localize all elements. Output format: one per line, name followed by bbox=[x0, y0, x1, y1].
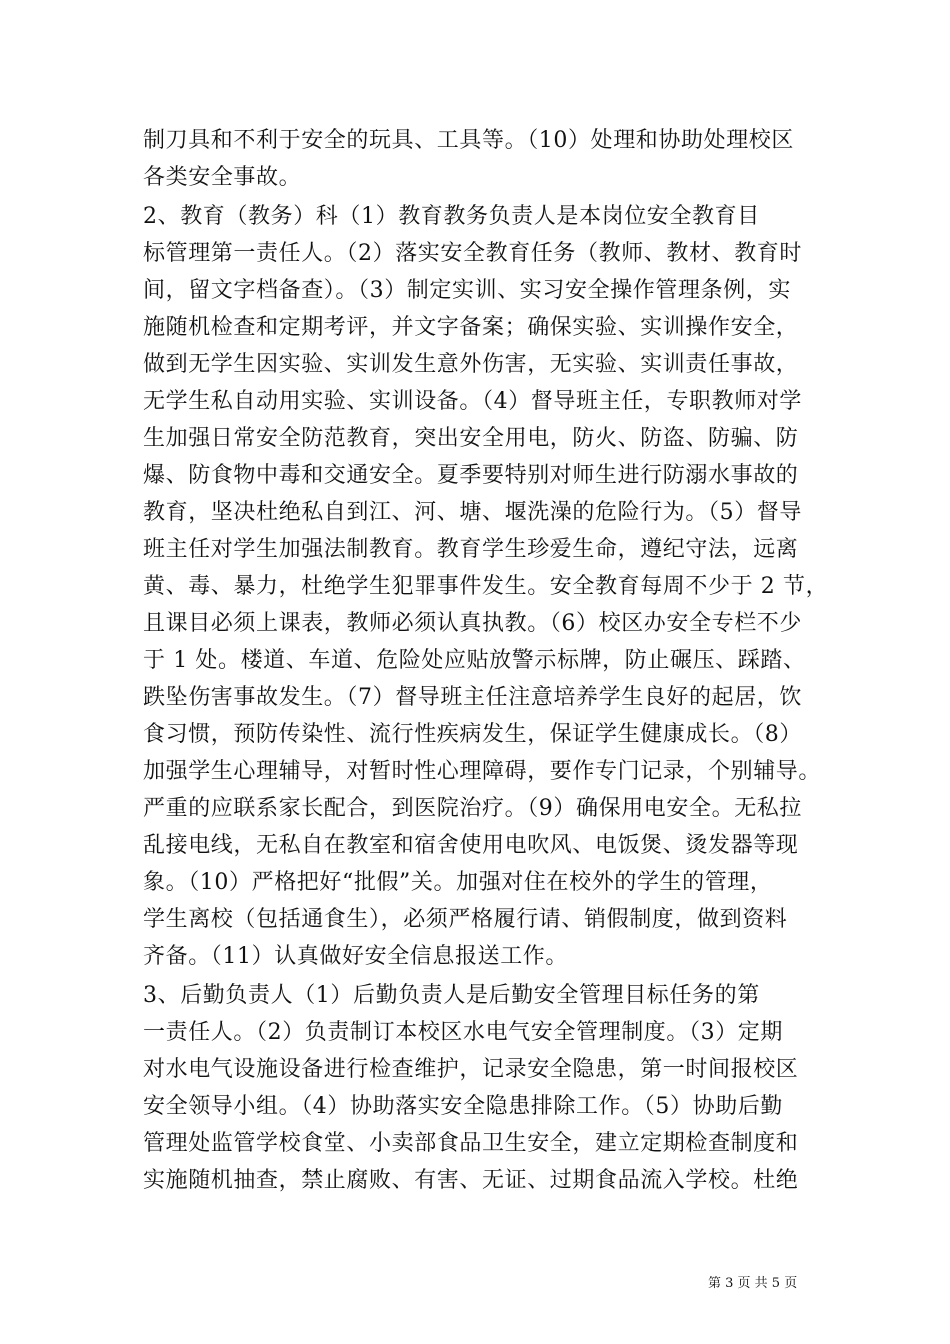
text-line: 对水电气设施设备进行检查维护，记录安全隐患，第一时间报校区 bbox=[143, 1057, 799, 1082]
text-line: 于 1 处。楼道、车道、危险处应贴放警示标牌，防止碾压、踩踏、 bbox=[143, 648, 806, 673]
text-line: 教育，坚决杜绝私自到江、河、塘、堰洗澡的危险行为。（5）督导 bbox=[143, 500, 802, 525]
text-line: 做到无学生因实验、实训发生意外伤害，无实验、实训责任事故， bbox=[143, 352, 799, 377]
text-line: 标管理第一责任人。（2）落实安全教育任务（教师、教材、教育时 bbox=[143, 241, 802, 266]
text-line: 班主任对学生加强法制教育。教育学生珍爱生命，遵纪守法，远离 bbox=[143, 537, 799, 562]
text-line: 加强学生心理辅导，对暂时性心理障碍，要作专门记录，个别辅导。 bbox=[143, 759, 822, 784]
text-line: 跌坠伤害事故发生。（7）督导班主任注意培养学生良好的起居，饮 bbox=[143, 685, 802, 710]
page-number-footer: 第 3 页 共 5 页 bbox=[708, 1276, 798, 1291]
text-line: 2、教育（教务）科（1）教育教务负责人是本岗位安全教育目 bbox=[143, 204, 760, 229]
text-line: 制刀具和不利于安全的玩具、工具等。（10）处理和协助处理校区 bbox=[143, 128, 794, 153]
text-line: 黄、毒、暴力，杜绝学生犯罪事件发生。安全教育每周不少于 2 节， bbox=[143, 574, 829, 599]
text-line: 象。（10）严格把好“批假”关。加强对住在校外的学生的管理， bbox=[143, 870, 773, 895]
text-line: 生加强日常安全防范教育，突出安全用电，防火、防盗、防骗、防 bbox=[143, 426, 799, 451]
text-line: 3、后勤负责人（1）后勤负责人是后勤安全管理目标任务的第 bbox=[143, 983, 760, 1008]
text-line: 安全领导小组。（4）协助落实安全隐患排除工作。（5）协助后勤 bbox=[143, 1094, 783, 1119]
text-line: 间，留文字档备查）。（3）制定实训、实习安全操作管理条例，实 bbox=[143, 278, 791, 303]
text-line: 齐备。（11）认真做好安全信息报送工作。 bbox=[143, 944, 568, 969]
text-line: 无学生私自动用实验、实训设备。（4）督导班主任，专职教师对学 bbox=[143, 389, 802, 414]
text-line: 且课目必须上课表，教师必须认真执教。（6）校区办安全专栏不少 bbox=[143, 611, 802, 636]
text-line: 严重的应联系家长配合，到医院治疗。（9）确保用电安全。无私拉 bbox=[143, 796, 802, 821]
text-line: 各类安全事故。 bbox=[143, 165, 302, 190]
text-line: 食习惯，预防传染性、流行性疾病发生，保证学生健康成长。（8） bbox=[143, 722, 802, 747]
text-line: 管理处监管学校食堂、小卖部食品卫生安全，建立定期检查制度和 bbox=[143, 1131, 799, 1156]
text-line: 实施随机抽查，禁止腐败、有害、无证、过期食品流入学校。杜绝 bbox=[143, 1168, 799, 1193]
text-line: 乱接电线，无私自在教室和宿舍使用电吹风、电饭煲、烫发器等现 bbox=[143, 833, 799, 858]
text-line: 一责任人。（2）负责制订本校区水电气安全管理制度。（3）定期 bbox=[143, 1020, 783, 1045]
text-line: 施随机检查和定期考评，并文字备案；确保实验、实训操作安全， bbox=[143, 315, 799, 340]
text-line: 爆、防食物中毒和交通安全。夏季要特别对师生进行防溺水事故的 bbox=[143, 463, 799, 488]
text-line: 学生离校（包括通食生），必须严格履行请、销假制度，做到资料 bbox=[143, 907, 788, 932]
